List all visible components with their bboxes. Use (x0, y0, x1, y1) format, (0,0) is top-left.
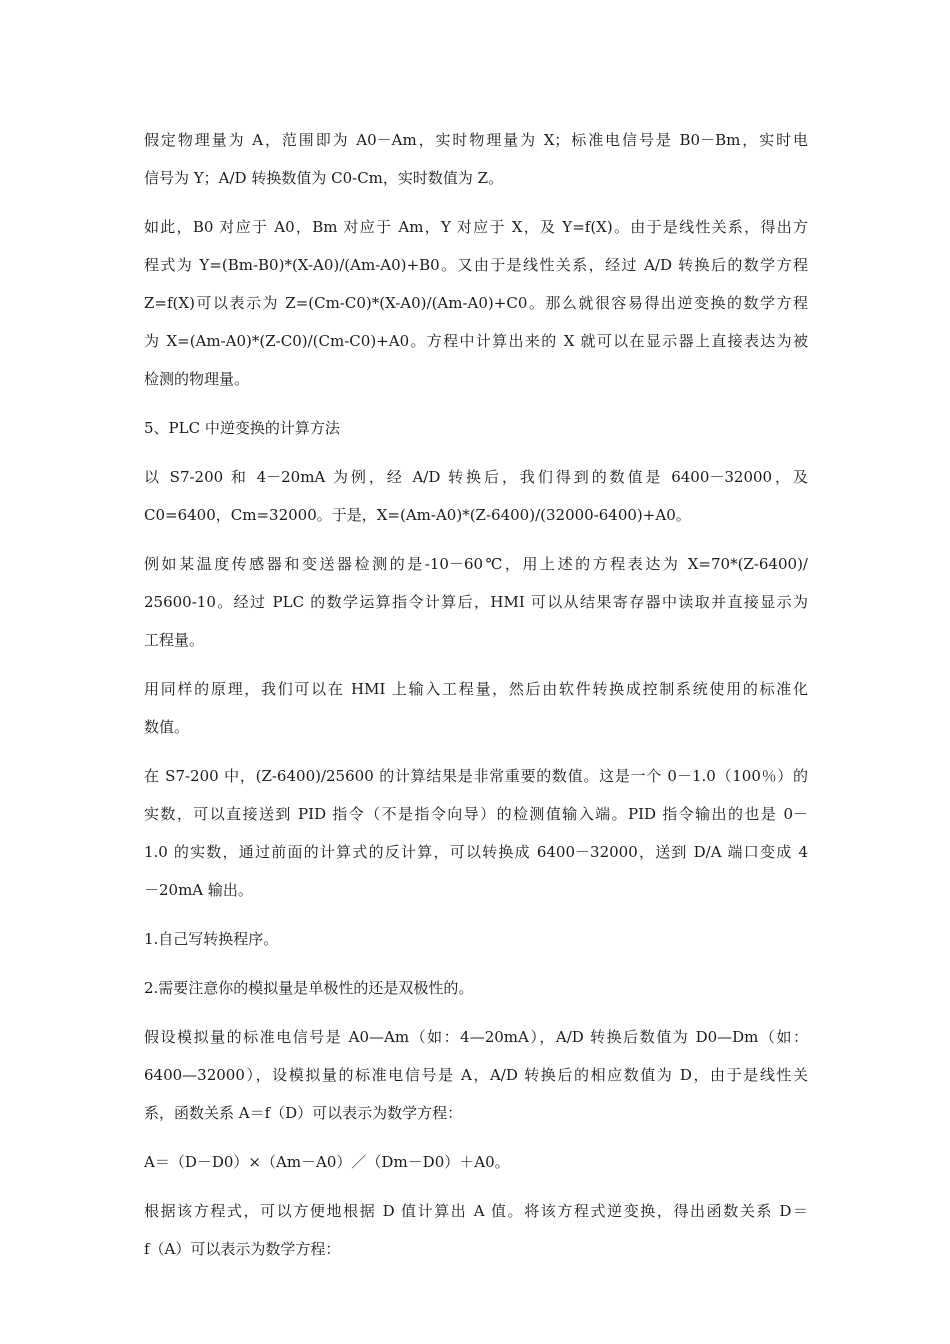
paragraph-linear-relation (144, 208, 808, 398)
paragraph-hmi-input (144, 670, 808, 746)
paragraph-pid (144, 757, 808, 909)
text-line: 实数，可以直接送到 PID 指令（不是指令向导）的检测值输入端。PID 指令输出的也是 0－ (144, 805, 808, 823)
text-line: 检测的物理量。 (144, 370, 250, 388)
text-line: Z=f(X)可以表示为 Z=(Cm-C0)*(X-A0)/(Am-A0)+C0。那么就很容易得出逆变换的数学方程 (144, 294, 808, 312)
list-item-2 (144, 969, 808, 1007)
paragraph-analog-assumption (144, 1018, 808, 1132)
text-line: 如此，B0 对应于 A0，Bm 对应于 Am，Y 对应于 X，及 Y=f(X)。由于是线性关系，得出方 (144, 218, 808, 236)
list-item-1 (144, 920, 808, 958)
text-line: f（A）可以表示为数学方程： (144, 1240, 341, 1258)
paragraph-inverse (144, 1192, 808, 1268)
text-line: 根据该方程式，可以方便地根据 D 值计算出 A 值。将该方程式逆变换，得出函数关系 D＝ (144, 1202, 808, 1220)
text-line: 信号为 Y；A/D 转换数值为 C0-Cm，实时数值为 Z。 (144, 169, 504, 187)
text-line: 用同样的原理，我们可以在 HMI 上输入工程量，然后由软件转换成控制系统使用的标准化 (144, 680, 808, 698)
text-line: 6400—32000），设模拟量的标准电信号是 A，A/D 转换后的相应数值为 D，由于是线性关 (144, 1066, 808, 1084)
text-line: 2.需要注意你的模拟量是单极性的还是双极性的。 (144, 979, 474, 997)
text-line: 假设模拟量的标准电信号是 A0—Am（如：4—20mA），A/D 转换后数值为 D0—Dm（如： (144, 1028, 808, 1046)
text-line: 5、PLC 中逆变换的计算方法 (144, 419, 340, 437)
text-line: 1.自己写转换程序。 (144, 930, 279, 948)
text-line: 在 S7-200 中，(Z-6400)/25600 的计算结果是非常重要的数值。这是一个 0－1.0（100％）的 (144, 767, 808, 785)
section-heading (144, 409, 808, 447)
paragraph-s7-200-example (144, 458, 808, 534)
document-body (144, 121, 808, 1279)
text-line: 为 X=(Am-A0)*(Z-C0)/(Cm-C0)+A0。方程中计算出来的 X 就可以在显示器上直接表达为被 (144, 332, 808, 350)
text-line: C0=6400，Cm=32000。于是，X=(Am-A0)*(Z-6400)/(32000-6400)+A0。 (144, 506, 691, 524)
text-line: 例如某温度传感器和变送器检测的是-10－60℃，用上述的方程表达为 X=70*(Z-6400)/ (144, 555, 808, 573)
paragraph-temperature-example (144, 545, 808, 659)
text-line: 以 S7-200 和 4－20mA 为例，经 A/D 转换后，我们得到的数值是 6400－32000，及 (144, 468, 808, 486)
text-line: 假定物理量为 A，范围即为 A0－Am，实时物理量为 X；标准电信号是 B0－Bm，实时电 (144, 131, 808, 149)
text-line: 系，函数关系 A＝f（D）可以表示为数学方程： (144, 1104, 463, 1122)
text-line: －20mA 输出。 (144, 881, 253, 899)
equation (144, 1143, 808, 1181)
text-line: 1.0 的实数，通过前面的计算式的反计算，可以转换成 6400－32000，送到 D/A 端口变成 4 (144, 843, 808, 861)
text-line: 数值。 (144, 718, 190, 736)
text-line: 工程量。 (144, 631, 205, 649)
text-line: 程式为 Y=(Bm-B0)*(X-A0)/(Am-A0)+B0。又由于是线性关系，经过 A/D 转换后的数学方程 (144, 256, 808, 274)
paragraph-definitions (144, 121, 808, 197)
text-line: 25600-10。经过 PLC 的数学运算指令计算后，HMI 可以从结果寄存器中读取并直接显示为 (144, 593, 808, 611)
text-line: A＝（D－D0）×（Am－A0）／（Dm－D0）＋A0。 (144, 1153, 510, 1171)
